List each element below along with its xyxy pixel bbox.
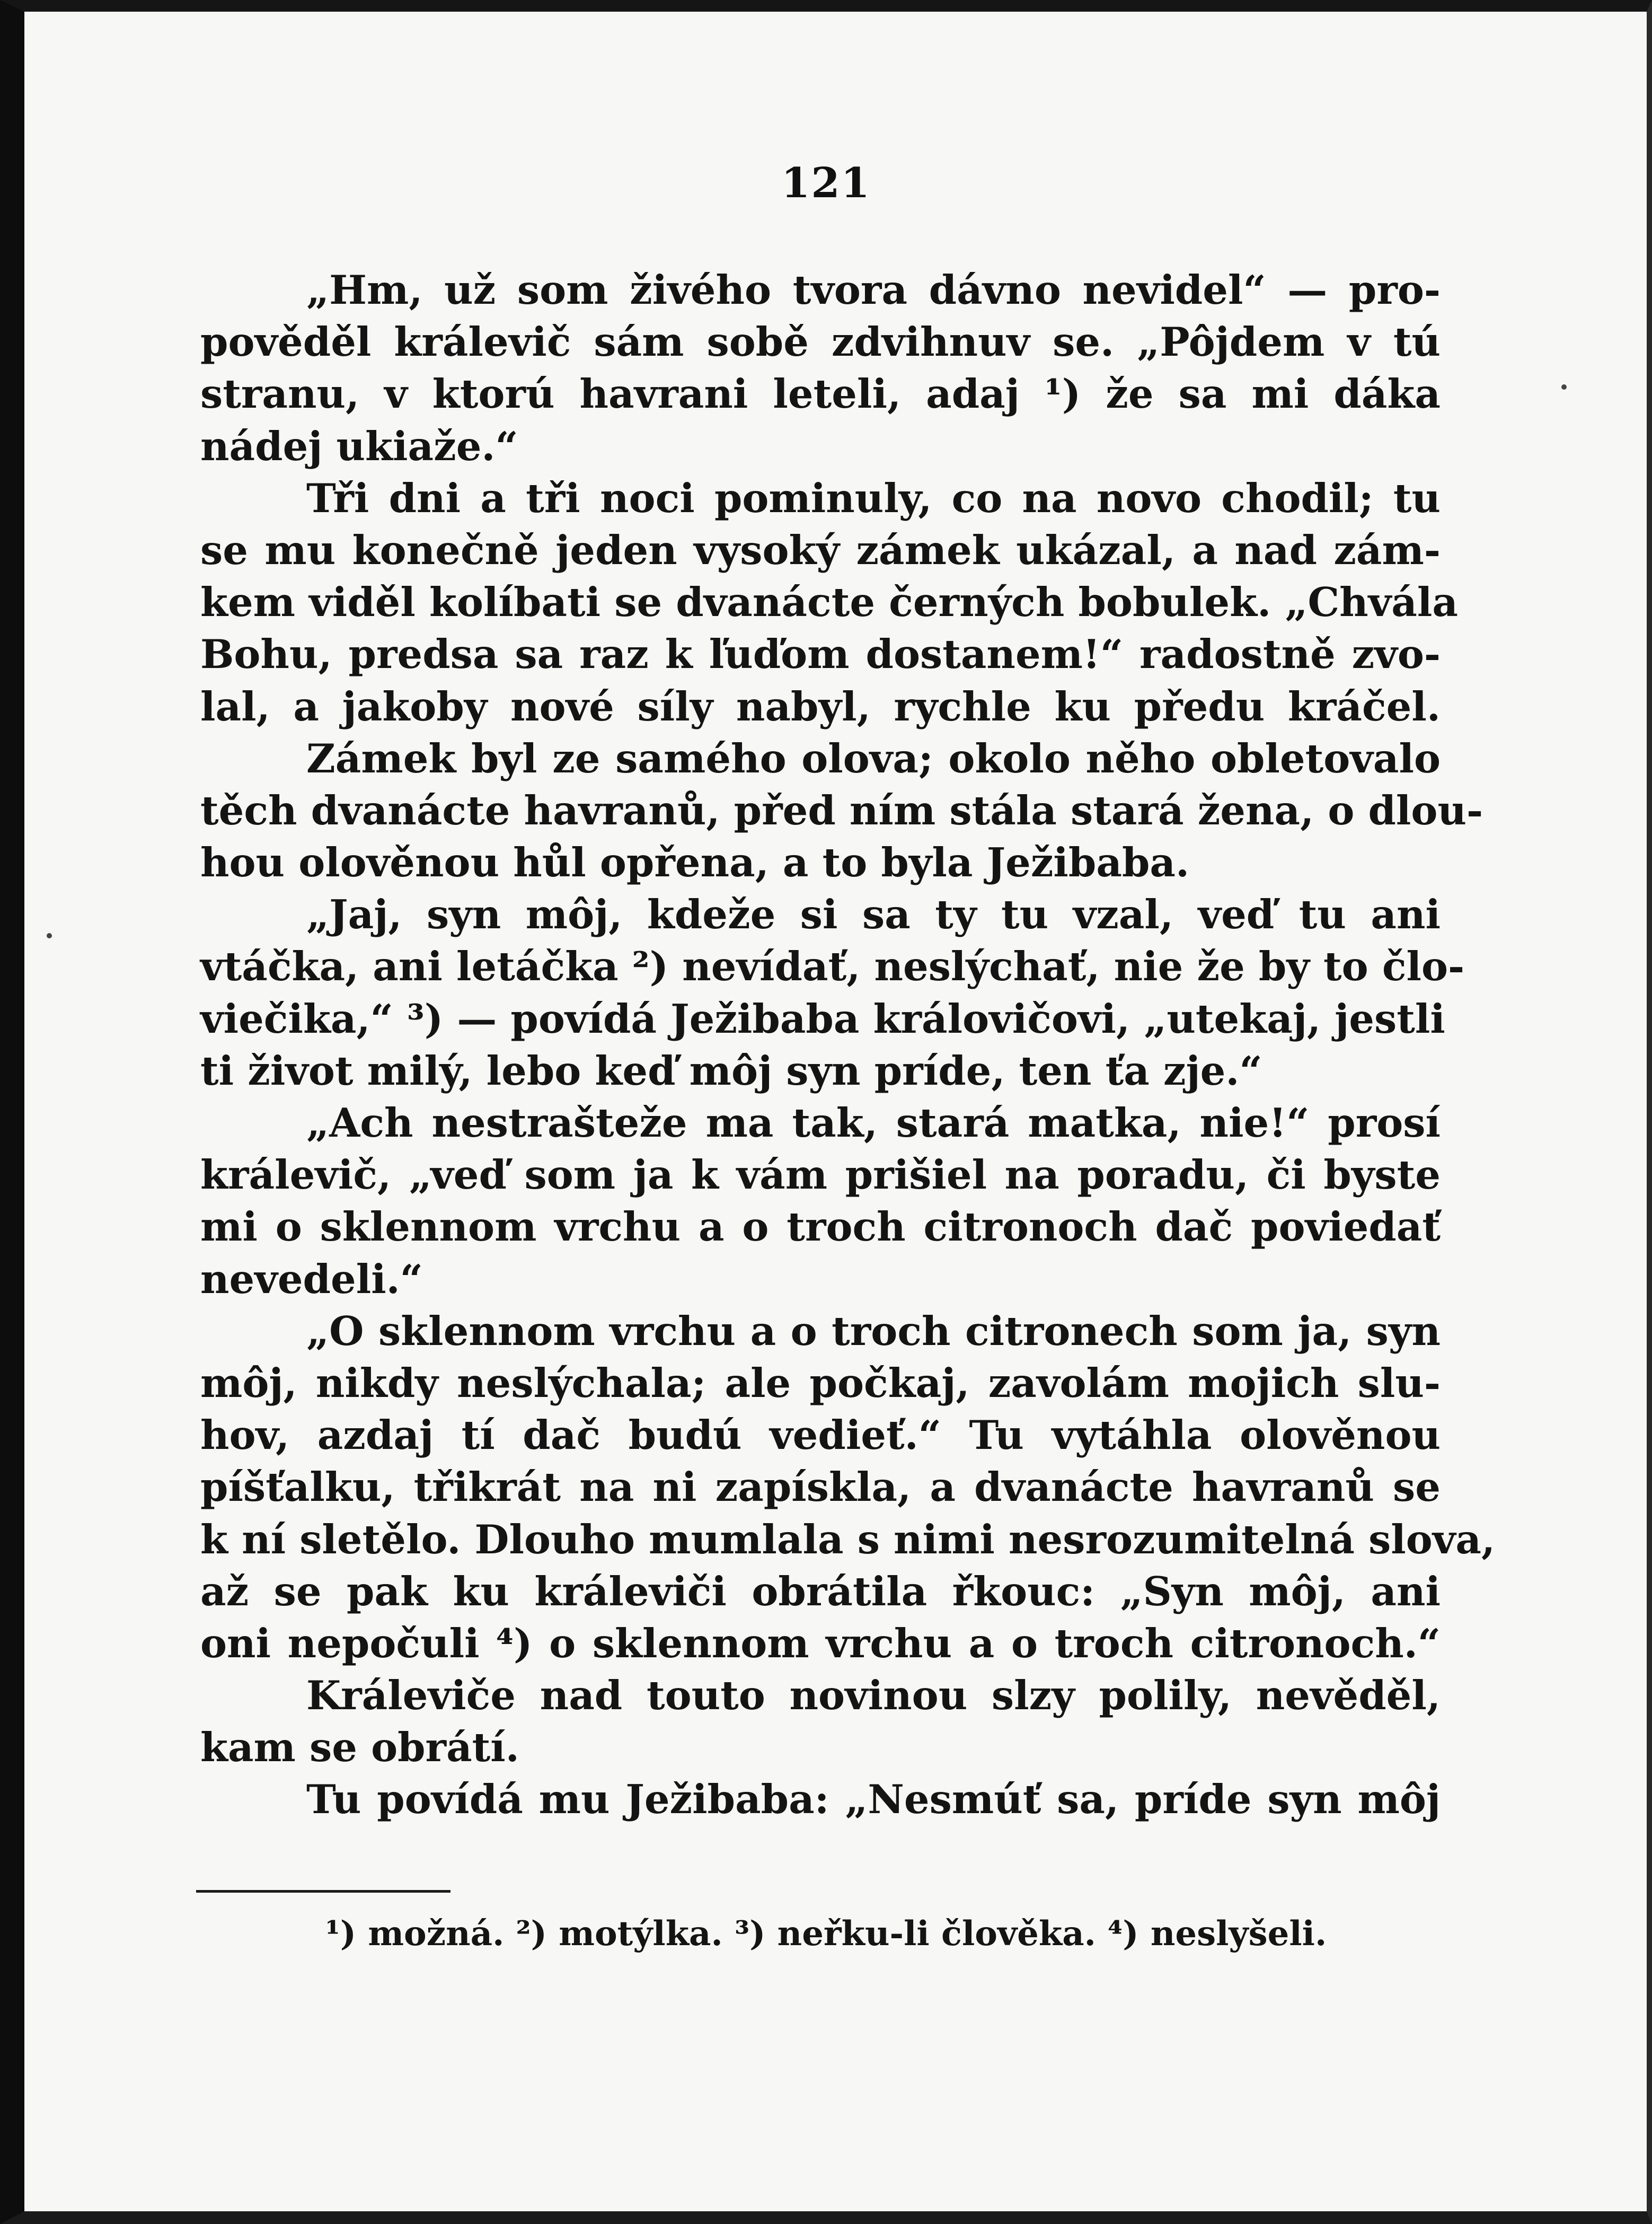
- text-line: těch dvanácte havranů, před ním stála stará žena, o dlou-: [200, 787, 1483, 834]
- text-line: stranu, v ktorú havrani leteli, adaj ¹) že sa mi dáka: [200, 371, 1441, 418]
- scan-speck: [47, 933, 52, 938]
- text-line: lal, a jakoby nové síly nabyl, rychle ku předu kráčel.: [200, 683, 1441, 730]
- text-line: se mu konečně jeden vysoký zámek ukázal, a nad zám-: [200, 526, 1441, 574]
- text-line: „Ach nestrašteže ma tak, stará matka, nie!“ prosí: [306, 1100, 1441, 1146]
- text-line: hou olověnou hůl opřena, a to byla Ježibaba.: [200, 839, 1190, 886]
- text-line: nádej ukiaže.“: [200, 423, 518, 470]
- text-line: kem viděl kolíbati se dvanácte černých bobulek. „Chvála: [200, 579, 1458, 626]
- text-line: mi o sklennom vrchu a o troch citronoch dač poviedať: [200, 1203, 1441, 1251]
- text-line: pověděl králevič sám sobě zdvihnuv se. „Pôjdem v tú: [200, 319, 1441, 366]
- text-line: „Hm, už som živého tvora dávno nevidel“ — pro-: [306, 267, 1441, 313]
- text-line: môj, nikdy neslýchala; ale počkaj, zavolám mojich slu-: [200, 1359, 1441, 1407]
- text-line: až se pak ku králeviči obrátila řkouc: „Syn môj, ani: [200, 1568, 1441, 1615]
- text-line: „O sklennom vrchu a o troch citronech som ja, syn: [306, 1307, 1441, 1355]
- scan-speck: [1561, 384, 1567, 390]
- text-line: k ní sletělo. Dlouho mumlala s nimi nesrozumitelná slova,: [200, 1516, 1496, 1563]
- text-line: Tři dni a tři noci pominuly, co na novo chodil; tu: [306, 474, 1441, 522]
- footnotes: ¹) možná. ²) motýlka. ³) neřku-li člověka. ⁴) neslyšeli.: [325, 1914, 1327, 1954]
- text-line: kam se obrátí.: [200, 1724, 519, 1771]
- footnote-rule: [196, 1890, 450, 1893]
- text-line: králevič, „veď som ja k vám prišiel na poradu, či byste: [200, 1151, 1441, 1199]
- text-line: nevedeli.“: [200, 1255, 423, 1303]
- text-line: oni nepočuli ⁴) o sklennom vrchu a o troch citronoch.“: [200, 1620, 1441, 1667]
- text-line: „Jaj, syn môj, kdeže si sa ty tu vzal, veď tu ani: [306, 891, 1441, 938]
- text-line: viečika,“ ³) — povídá Ježibaba královičovi, „utekaj, jestli: [200, 995, 1445, 1042]
- text-line: Tu povídá mu Ježibaba: „Nesmúť sa, príde syn môj: [306, 1776, 1441, 1823]
- text-line: píšťalku, třikrát na ni zapískla, a dvanácte havranů se: [200, 1464, 1441, 1511]
- text-line: hov, azdaj tí dač budú vedieť.“ Tu vytáhla olověnou: [200, 1412, 1441, 1459]
- text-line: ti život milý, lebo keď môj syn príde, ten ťa zje.“: [200, 1047, 1262, 1094]
- text-line: Zámek byl ze samého olova; okolo něho obletovalo: [306, 735, 1441, 782]
- text-line: Bohu, predsa sa raz k ľuďom dostanem!“ radostně zvo-: [200, 631, 1441, 678]
- page-number: 121: [781, 159, 871, 207]
- text-line: Králeviče nad touto novinou slzy polily, nevěděl,: [306, 1672, 1441, 1719]
- body-text: [200, 264, 1496, 1826]
- text-line: vtáčka, ani letáčka ²) nevídať, neslýchať, nie že by to člo-: [200, 943, 1465, 990]
